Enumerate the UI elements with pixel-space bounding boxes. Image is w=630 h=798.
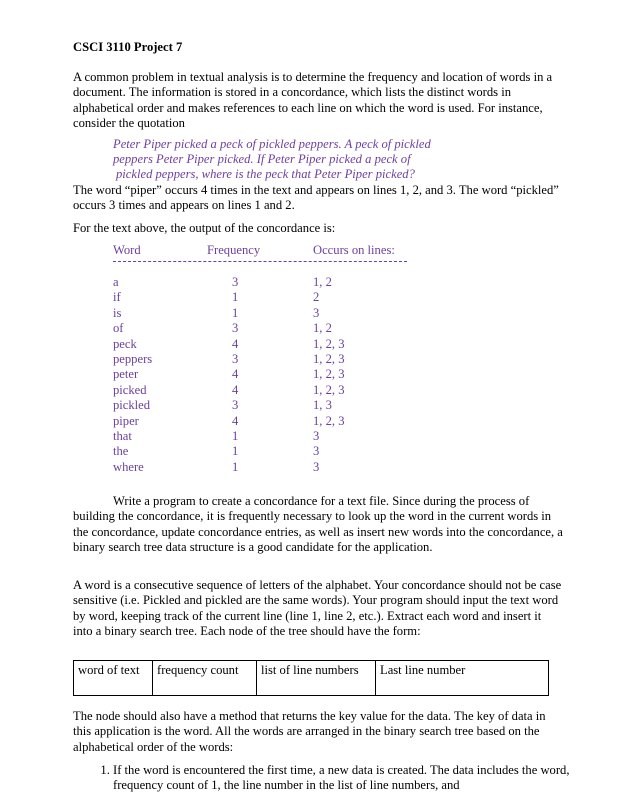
concordance-header-lines: Occurs on lines:: [313, 243, 395, 257]
concordance-frequency: 1: [232, 305, 239, 320]
node-field-last-line: Last line number: [376, 661, 549, 696]
concordance-lines: 1, 2, 3: [313, 382, 345, 397]
key-paragraph: The node should also have a method that returns the key value for the data. The key of data in this application is the word. All the words are arranged in the binary search tree based on the alphabetical order of the words:: [73, 709, 546, 754]
concordance-frequency: 1: [232, 290, 239, 305]
concordance-frequency: 4: [232, 367, 239, 382]
node-form-table: [73, 660, 549, 696]
concordance-word-column: [113, 275, 152, 475]
concordance-lines: 1, 2, 3: [313, 351, 345, 366]
concordance-frequency: 1: [232, 428, 239, 443]
concordance-header-word: Word: [113, 243, 141, 257]
concordance-word: peppers: [113, 351, 153, 366]
concordance-lines: 1, 2, 3: [313, 367, 345, 382]
concordance-lines: 3: [313, 444, 320, 459]
concordance-frequency: 3: [232, 398, 239, 413]
concordance-lines: 3: [313, 459, 320, 474]
concordance-word: pickled: [113, 398, 151, 413]
concordance-word: that: [113, 428, 132, 443]
list-item: 1. If the word is encountered the first time, a new data is created. The data includes the word, frequency count of 1, the line number in the list of line numbers, and: [113, 763, 593, 794]
quotation-line-1: Peter Piper picked a peck of pickled peppers. A peck of pickled: [113, 137, 431, 151]
concordance-lines: 3: [313, 428, 320, 443]
concordance-word: if: [113, 290, 121, 305]
concordance-word: piper: [113, 413, 139, 428]
concordance-lines: 1, 2, 3: [313, 336, 345, 351]
node-field-frequency: frequency count: [153, 661, 257, 696]
concordance-word: where: [113, 459, 144, 474]
page-title: CSCI 3110 Project 7: [73, 40, 183, 54]
concordance-word: peck: [113, 336, 137, 351]
concordance-header-frequency: Frequency: [207, 243, 261, 257]
concordance-frequency: 1: [232, 459, 239, 474]
concordance-frequency: 4: [232, 382, 239, 397]
concordance-frequency: 4: [232, 413, 239, 428]
intro-paragraph: A common problem in textual analysis is to determine the frequency and location of words in a document. The information is stored in a concordance, which lists the distinct words in alphabetical order and makes references to each line on which the word is used. For instance, consider the quotation: [73, 70, 553, 131]
concordance-lines: 1, 2, 3: [313, 413, 345, 428]
concordance-frequency: 3: [232, 275, 239, 289]
quotation-line-3: pickled peppers, where is the peck that Peter Piper picked?: [116, 167, 415, 181]
program-paragraph: Write a program to create a concordance for a text file. Since during the process of building the concordance, it is frequently necessary to look up the word in the current words in the concordance, update concordance entries, as well as insert new words into the concordance, a binary search tree data structure is a good candidate for the application.: [73, 494, 563, 555]
concordance-word: of: [113, 321, 124, 336]
concordance-lines: 1, 2: [313, 275, 332, 289]
concordance-lines: 3: [313, 305, 320, 320]
concordance-frequency: 1: [232, 444, 239, 459]
node-field-line-list: list of line numbers: [257, 661, 376, 696]
concordance-word: is: [113, 305, 122, 320]
quotation-line-2: peppers Peter Piper picked. If Peter Piper picked a peck of: [113, 152, 411, 166]
concordance-lines: 1, 2: [313, 321, 332, 336]
node-field-word: word of text: [74, 661, 153, 696]
concordance-frequency: 3: [232, 321, 239, 336]
concordance-lines: 2: [313, 290, 320, 305]
concordance-frequency: 4: [232, 336, 239, 351]
concordance-word: the: [113, 444, 129, 459]
concordance-lines: 1, 3: [313, 398, 332, 413]
concordance-lines-column: [313, 275, 344, 475]
steps-list: [73, 763, 593, 794]
concordance-frequency: 3: [232, 351, 239, 366]
concordance-word: peter: [113, 367, 139, 382]
output-intro: For the text above, the output of the concordance is:: [73, 221, 336, 235]
concordance-frequency-column: [232, 275, 242, 475]
word-definition-paragraph: A word is a consecutive sequence of letters of the alphabet. Your concordance should not be case sensitive (i.e. Pickled and pickled are the same words). Your program should input the text word by word, keeping track of the current line (line 1, line 2, etc.). Extract each word and insert it into a binary search tree. Each node of the tree should have the form:: [73, 578, 562, 639]
concordance-word: picked: [113, 382, 147, 397]
concordance-word: a: [113, 275, 119, 289]
concordance-divider: [113, 261, 407, 262]
after-quote-paragraph: The word “piper” occurs 4 times in the text and appears on lines 1, 2, and 3. The word “pickled” occurs 3 times and appears on lines 1 and 2.: [73, 183, 559, 213]
